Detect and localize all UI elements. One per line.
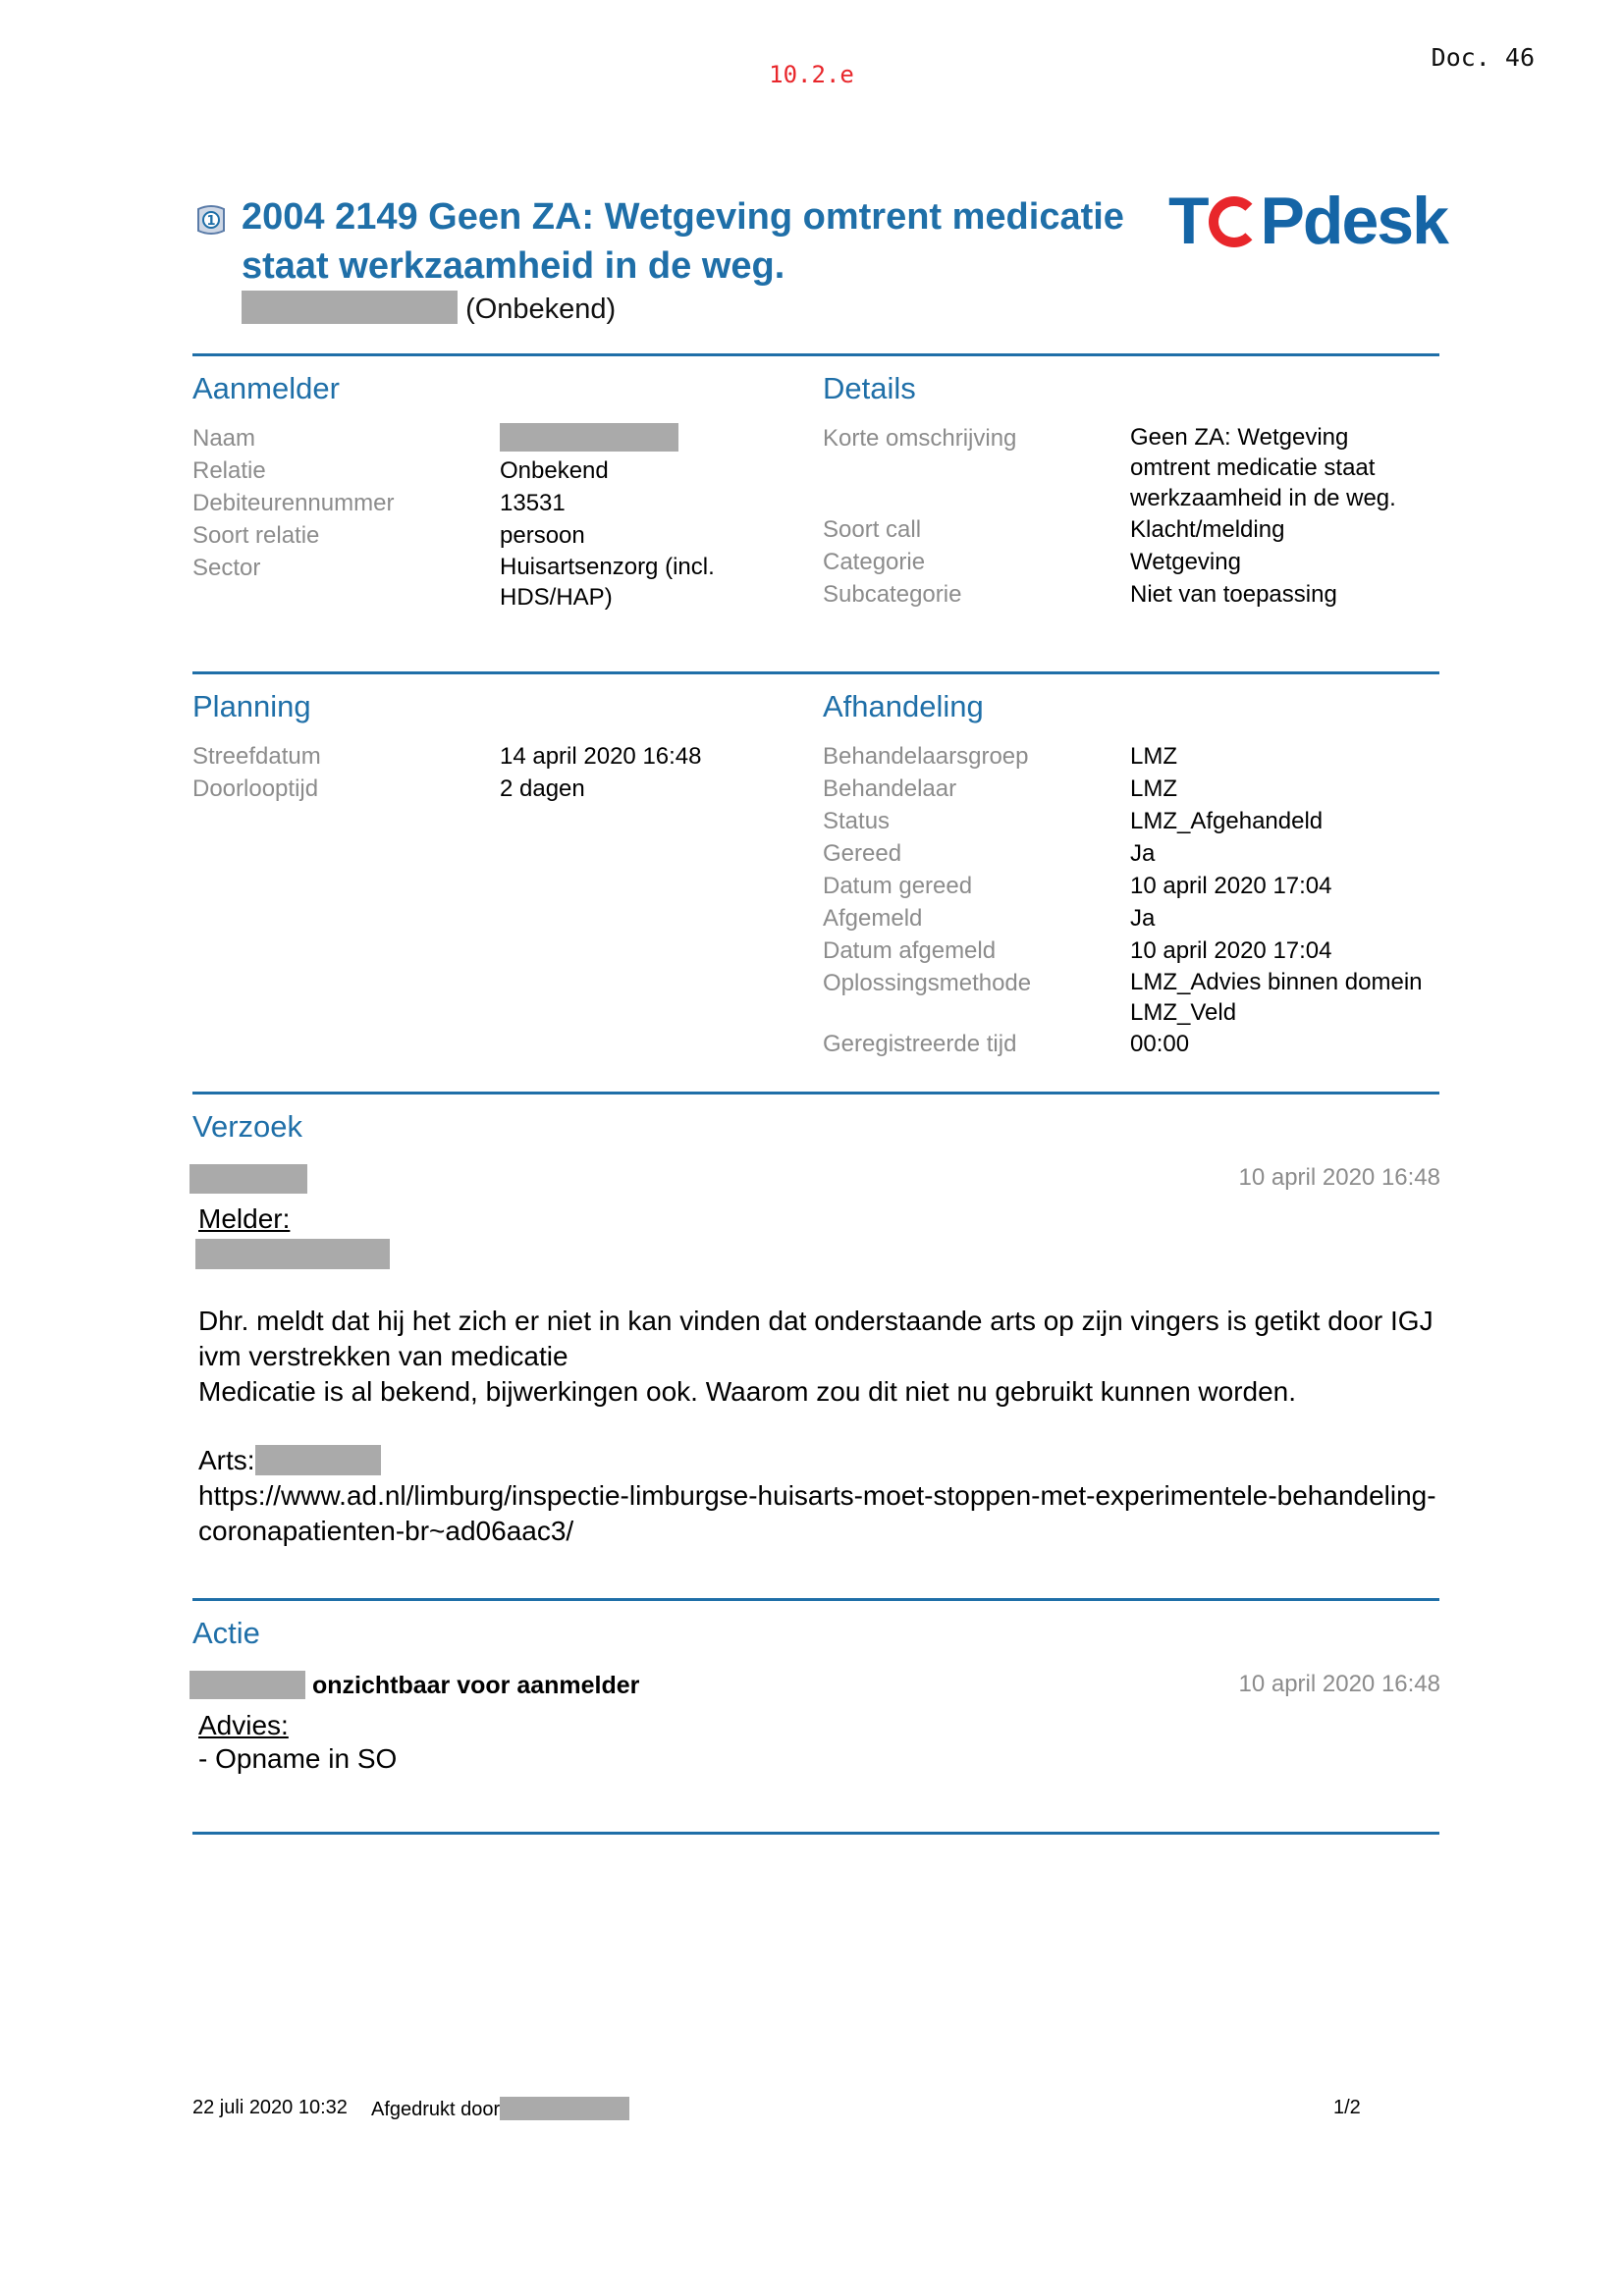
field-value: Wetgeving xyxy=(1130,549,1241,575)
request-line: Medicatie is al bekend, bijwerkingen ook. Waarom zou dit niet nu gebruikt kunnen worden. xyxy=(198,1376,1297,1407)
field-label: Oplossingsmethode xyxy=(823,970,1032,996)
logo-text-end: Pdesk xyxy=(1260,184,1447,258)
field-label: Debiteurennummer xyxy=(192,490,395,516)
afhandeling-row xyxy=(823,1028,1451,1060)
details-row xyxy=(823,513,1451,546)
redacted-block xyxy=(189,1671,305,1699)
planning-row xyxy=(192,773,782,805)
melder-label: Melder: xyxy=(198,1203,291,1234)
field-value xyxy=(500,422,745,454)
afhandeling-row xyxy=(823,902,1451,934)
reporter-subtitle xyxy=(242,291,616,326)
details-row xyxy=(823,578,1451,611)
field-value: LMZ xyxy=(1130,743,1177,770)
aanmelder-row xyxy=(192,552,782,613)
field-label: Datum afgemeld xyxy=(823,937,997,964)
advies-text: - Opname in SO xyxy=(198,1743,398,1774)
page-title: 2004 2149 Geen ZA: Wetgeving omtrent medicatie staat werkzaamheid in de weg. xyxy=(242,196,1124,287)
afhandeling-row xyxy=(823,870,1451,902)
afhandeling-row xyxy=(823,740,1451,773)
field-value: 10 april 2020 17:04 xyxy=(1130,937,1332,964)
afhandeling-row xyxy=(823,934,1451,967)
section-divider xyxy=(192,671,1439,674)
request-description xyxy=(198,1304,1445,1410)
footer-page-number: 1/2 xyxy=(1333,2097,1361,2118)
section-divider xyxy=(192,1598,1439,1601)
planning-row xyxy=(192,740,782,773)
field-value: LMZ_Advies binnen domein LMZ_Veld xyxy=(1130,969,1423,1026)
field-value: 10 april 2020 17:04 xyxy=(1130,873,1332,899)
section-heading-afhandeling: Afhandeling xyxy=(823,689,984,723)
field-label: Behandelaarsgroep xyxy=(823,743,1029,770)
field-value: 2 dagen xyxy=(500,775,585,802)
field-label: Relatie xyxy=(192,457,266,484)
request-line: Dhr. meldt dat hij het zich er niet in kan vinden dat onderstaande arts op zijn vingers is getikt door IGJ ivm verstrekken van medicatie xyxy=(198,1306,1434,1371)
arts-label: Arts: xyxy=(198,1445,255,1475)
afhandeling-row xyxy=(823,805,1451,837)
afhandeling-row xyxy=(823,967,1451,1028)
redacted-block xyxy=(195,1239,390,1269)
footer-print-date: 22 juli 2020 10:32 xyxy=(192,2097,348,2118)
field-value: 00:00 xyxy=(1130,1031,1190,1057)
field-value: LMZ xyxy=(1130,775,1177,802)
field-label: Behandelaar xyxy=(823,775,957,802)
section-heading-aanmelder: Aanmelder xyxy=(192,371,340,405)
document-number: Doc. 46 xyxy=(1431,43,1535,72)
redacted-block xyxy=(500,2097,629,2120)
field-value: Klacht/melding xyxy=(1130,516,1285,543)
topdesk-logo xyxy=(1168,183,1447,259)
field-label: Status xyxy=(823,808,891,834)
field-value: 13531 xyxy=(500,490,566,516)
action-header xyxy=(189,1671,639,1700)
arts-line xyxy=(198,1443,381,1478)
redacted-block xyxy=(500,423,678,452)
reporter-relation: (Onbekend) xyxy=(465,294,617,325)
action-timestamp: 10 april 2020 16:48 xyxy=(1238,1671,1440,1697)
aanmelder-row xyxy=(192,487,782,519)
field-label: Datum gereed xyxy=(823,873,973,899)
planning-table xyxy=(192,740,782,805)
redacted-block xyxy=(242,291,458,324)
section-heading-actie: Actie xyxy=(192,1616,260,1650)
field-value: 14 april 2020 16:48 xyxy=(500,743,702,770)
field-value: Ja xyxy=(1130,905,1156,932)
field-label: Afgemeld xyxy=(823,905,923,932)
request-timestamp: 10 april 2020 16:48 xyxy=(1238,1164,1440,1191)
field-value: Huisartsenzorg (incl. HDS/HAP) xyxy=(500,554,715,611)
printed-by-label: Afgedrukt door xyxy=(371,2099,501,2120)
details-row xyxy=(823,546,1451,578)
field-value: persoon xyxy=(500,522,585,549)
field-value: Ja xyxy=(1130,840,1156,867)
section-divider xyxy=(192,353,1439,356)
field-value: Onbekend xyxy=(500,457,609,484)
section-heading-verzoek: Verzoek xyxy=(192,1109,303,1144)
field-value: LMZ_Afgehandeld xyxy=(1130,808,1324,834)
details-table xyxy=(823,422,1451,611)
section-heading-planning: Planning xyxy=(192,689,311,723)
redaction-code-stamp: 10.2.e xyxy=(769,61,854,88)
svg-text:1: 1 xyxy=(206,214,216,229)
section-heading-details: Details xyxy=(823,371,916,405)
aanmelder-row xyxy=(192,422,782,454)
field-label: Categorie xyxy=(823,549,926,575)
advies-label: Advies: xyxy=(198,1710,289,1740)
aanmelder-table xyxy=(192,422,782,613)
field-label: Soort relatie xyxy=(192,522,320,549)
ticket-icon xyxy=(192,201,230,239)
aanmelder-row xyxy=(192,519,782,552)
logo-text-start: T xyxy=(1168,184,1208,258)
redacted-block xyxy=(255,1445,381,1475)
field-label: Subcategorie xyxy=(823,581,962,608)
visibility-note: onzichtbaar voor aanmelder xyxy=(311,1672,640,1699)
afhandeling-table xyxy=(823,740,1451,1060)
details-row xyxy=(823,422,1451,513)
field-label: Gereed xyxy=(823,840,902,867)
field-label: Geregistreerde tijd xyxy=(823,1031,1017,1057)
field-label: Doorlooptijd xyxy=(192,775,319,802)
field-value: Niet van toepassing xyxy=(1130,581,1337,608)
article-link[interactable]: https://www.ad.nl/limburg/inspectie-limburgse-huisarts-moet-stoppen-met-experimentele-behandeling-coronapatienten-br~ad06aac3/ xyxy=(198,1480,1436,1546)
aanmelder-row xyxy=(192,454,782,487)
redacted-block xyxy=(189,1164,307,1194)
field-value: Geen ZA: Wetgeving omtrent medicatie staat werkzaamheid in de weg. xyxy=(1130,424,1396,511)
logo-o-icon xyxy=(1209,196,1260,247)
field-label: Korte omschrijving xyxy=(823,425,1017,452)
footer-printed-by xyxy=(371,2097,629,2121)
field-label: Naam xyxy=(192,425,256,452)
field-label: Soort call xyxy=(823,516,922,543)
afhandeling-row xyxy=(823,773,1451,805)
field-label: Streefdatum xyxy=(192,743,321,770)
afhandeling-row xyxy=(823,837,1451,870)
section-divider xyxy=(192,1092,1439,1095)
field-label: Sector xyxy=(192,555,261,581)
section-divider xyxy=(192,1832,1439,1835)
